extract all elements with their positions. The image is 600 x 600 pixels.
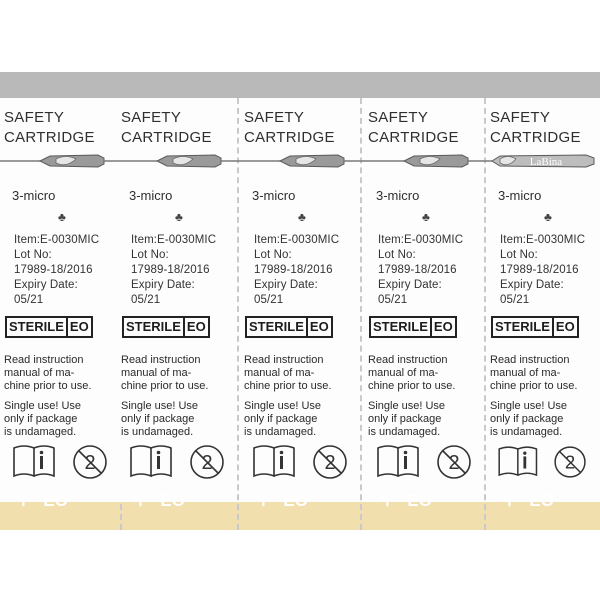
arrow-icon: ↰ <box>254 493 268 510</box>
expiry-date: 05/21 <box>131 294 161 306</box>
symbol-row <box>366 442 484 482</box>
instruction-text <box>4 354 122 393</box>
sterile-badge <box>5 316 93 338</box>
single-use-text <box>490 400 600 439</box>
single-use-text <box>244 400 362 439</box>
needle-symbol: ♣ <box>175 210 183 224</box>
product-title <box>244 108 362 148</box>
label-panels <box>0 80 600 530</box>
svg-text:2: 2 <box>448 452 460 474</box>
instruction-line: manual of ma- <box>490 367 561 379</box>
sterile-label: STERILE <box>491 316 554 338</box>
instruction-line: Read instruction <box>121 354 201 366</box>
single-use-line: is undamaged. <box>121 426 194 438</box>
instruction-line: Read instruction <box>490 354 570 366</box>
sterile-badge <box>245 316 333 338</box>
sterilization-method: EO <box>185 316 210 338</box>
do-not-reuse-icon <box>438 446 470 478</box>
footer-eo: EO <box>407 491 432 510</box>
instruction-line: chine prior to use. <box>368 380 456 392</box>
expiry-date: 05/21 <box>378 294 408 306</box>
single-use-line: Single use! Use <box>244 400 322 412</box>
needle-symbol: ♣ <box>422 210 430 224</box>
cartridge-icon <box>117 150 241 172</box>
product-title <box>490 108 600 148</box>
sterile-badge <box>122 316 210 338</box>
footer-eo: EO <box>283 491 308 510</box>
item-code: Item:E-0030MIC <box>500 234 586 246</box>
cartridge-icon <box>0 150 124 172</box>
label-panel-2 <box>117 80 241 530</box>
expiry-date: 05/21 <box>14 294 44 306</box>
title-line-2: CARTRIDGE <box>490 129 581 146</box>
expiry-label: Expiry Date: <box>500 279 564 291</box>
item-details <box>131 233 239 308</box>
footer-mark <box>378 488 468 514</box>
do-not-reuse-icon <box>314 446 346 478</box>
arrow-icon: ↰ <box>14 493 28 510</box>
label-panel-5 <box>486 80 600 530</box>
arrow-icon: ↰ <box>500 493 514 510</box>
item-code: Item:E-0030MIC <box>131 234 217 246</box>
instruction-manual-icon <box>131 446 171 476</box>
sterile-label: STERILE <box>5 316 68 338</box>
sterile-badge <box>369 316 457 338</box>
single-use-text <box>368 400 486 439</box>
instruction-text <box>490 354 600 393</box>
expiry-label: Expiry Date: <box>254 279 318 291</box>
label-panel-1 <box>0 80 124 530</box>
needle-symbol: ♣ <box>544 210 552 224</box>
instruction-line: chine prior to use. <box>4 380 92 392</box>
single-use-line: only if package <box>244 413 318 425</box>
footer-mark <box>500 488 590 514</box>
needle-symbol: ♣ <box>298 210 306 224</box>
item-details <box>254 233 362 308</box>
single-use-line: only if package <box>4 413 78 425</box>
sterilization-method: EO <box>554 316 579 338</box>
footer-mark <box>254 488 344 514</box>
title-line-2: CARTRIDGE <box>121 129 212 146</box>
instruction-manual-icon <box>14 446 54 476</box>
item-code: Item:E-0030MIC <box>14 234 100 246</box>
product-title <box>121 108 239 148</box>
sterile-label: STERILE <box>245 316 308 338</box>
instruction-line: Read instruction <box>244 354 324 366</box>
sterilization-method: EO <box>432 316 457 338</box>
title-line-1: SAFETY <box>368 109 429 126</box>
instruction-text <box>368 354 486 393</box>
single-use-line: is undamaged. <box>4 426 77 438</box>
single-use-line: Single use! Use <box>121 400 199 412</box>
instruction-line: manual of ma- <box>368 367 439 379</box>
instruction-line: Read instruction <box>368 354 448 366</box>
symbol-row <box>119 442 237 482</box>
arrow-icon: ↰ <box>378 493 392 510</box>
footer-eo: EO <box>160 491 185 510</box>
instruction-line: chine prior to use. <box>490 380 578 392</box>
needle-config: 3-micro <box>252 188 296 203</box>
needle-config: 3-micro <box>376 188 420 203</box>
expiry-date: 05/21 <box>254 294 284 306</box>
product-title <box>4 108 122 148</box>
instruction-line: manual of ma- <box>244 367 315 379</box>
footer-mark <box>14 488 104 514</box>
single-use-line: Single use! Use <box>4 400 82 412</box>
do-not-reuse-icon <box>555 447 585 477</box>
expiry-date: 05/21 <box>500 294 530 306</box>
lot-number: 17989-18/2016 <box>500 264 579 276</box>
instruction-manual-icon <box>378 446 418 476</box>
single-use-line: only if package <box>490 413 564 425</box>
title-line-1: SAFETY <box>4 109 65 126</box>
svg-text:2: 2 <box>201 452 213 474</box>
lot-label: Lot No: <box>14 249 52 261</box>
cartridge-icon <box>364 150 488 172</box>
sterile-label: STERILE <box>369 316 432 338</box>
lot-label: Lot No: <box>131 249 169 261</box>
sterile-badge <box>491 316 579 338</box>
single-use-line: only if package <box>121 413 195 425</box>
title-line-2: CARTRIDGE <box>4 129 95 146</box>
instruction-text <box>121 354 239 393</box>
title-line-1: SAFETY <box>121 109 182 126</box>
footer-mark <box>131 488 221 514</box>
sterile-label: STERILE <box>122 316 185 338</box>
single-use-line: Single use! Use <box>490 400 568 412</box>
lot-label: Lot No: <box>254 249 292 261</box>
symbol-row <box>488 442 598 482</box>
symbol-row <box>2 442 120 482</box>
expiry-label: Expiry Date: <box>378 279 442 291</box>
lot-number: 17989-18/2016 <box>14 264 93 276</box>
needle-config: 3-micro <box>498 188 542 203</box>
single-use-line: is undamaged. <box>490 426 563 438</box>
lot-label: Lot No: <box>378 249 416 261</box>
arrow-icon: ↰ <box>131 493 145 510</box>
title-line-2: CARTRIDGE <box>368 129 459 146</box>
item-details <box>500 233 600 308</box>
lot-number: 17989-18/2016 <box>254 264 333 276</box>
instruction-line: chine prior to use. <box>121 380 209 392</box>
product-title <box>368 108 486 148</box>
symbol-row <box>242 442 360 482</box>
instruction-manual-icon <box>254 446 294 476</box>
footer-eo: EO <box>529 491 554 510</box>
sterilization-method: EO <box>308 316 333 338</box>
instruction-line: manual of ma- <box>121 367 192 379</box>
do-not-reuse-icon <box>191 446 223 478</box>
instruction-line: manual of ma- <box>4 367 75 379</box>
single-use-line: only if package <box>368 413 442 425</box>
single-use-line: is undamaged. <box>244 426 317 438</box>
title-line-2: CARTRIDGE <box>244 129 335 146</box>
needle-config: 3-micro <box>129 188 173 203</box>
svg-text:2: 2 <box>324 452 336 474</box>
instruction-line: chine prior to use. <box>244 380 332 392</box>
item-code: Item:E-0030MIC <box>378 234 464 246</box>
label-panel-3 <box>240 80 364 530</box>
needle-symbol: ♣ <box>58 210 66 224</box>
single-use-text <box>4 400 122 439</box>
svg-text:2: 2 <box>564 451 576 473</box>
expiry-label: Expiry Date: <box>14 279 78 291</box>
lot-number: 17989-18/2016 <box>378 264 457 276</box>
instruction-text <box>244 354 362 393</box>
item-details <box>378 233 486 308</box>
item-code: Item:E-0030MIC <box>254 234 340 246</box>
title-line-1: SAFETY <box>490 109 551 126</box>
brand-logo: LaBina <box>529 156 563 168</box>
single-use-line: is undamaged. <box>368 426 441 438</box>
cartridge-icon <box>240 150 364 172</box>
do-not-reuse-icon <box>74 446 106 478</box>
item-details <box>14 233 122 308</box>
needle-config: 3-micro <box>12 188 56 203</box>
svg-text:2: 2 <box>84 452 96 474</box>
sterilization-method: EO <box>68 316 93 338</box>
instruction-manual-icon <box>499 447 536 475</box>
instruction-line: Read instruction <box>4 354 84 366</box>
lot-number: 17989-18/2016 <box>131 264 210 276</box>
expiry-label: Expiry Date: <box>131 279 195 291</box>
single-use-line: Single use! Use <box>368 400 446 412</box>
footer-eo: EO <box>43 491 68 510</box>
lot-label: Lot No: <box>500 249 538 261</box>
label-panel-4 <box>364 80 488 530</box>
cartridge-icon <box>486 150 600 172</box>
single-use-text <box>121 400 239 439</box>
title-line-1: SAFETY <box>244 109 305 126</box>
